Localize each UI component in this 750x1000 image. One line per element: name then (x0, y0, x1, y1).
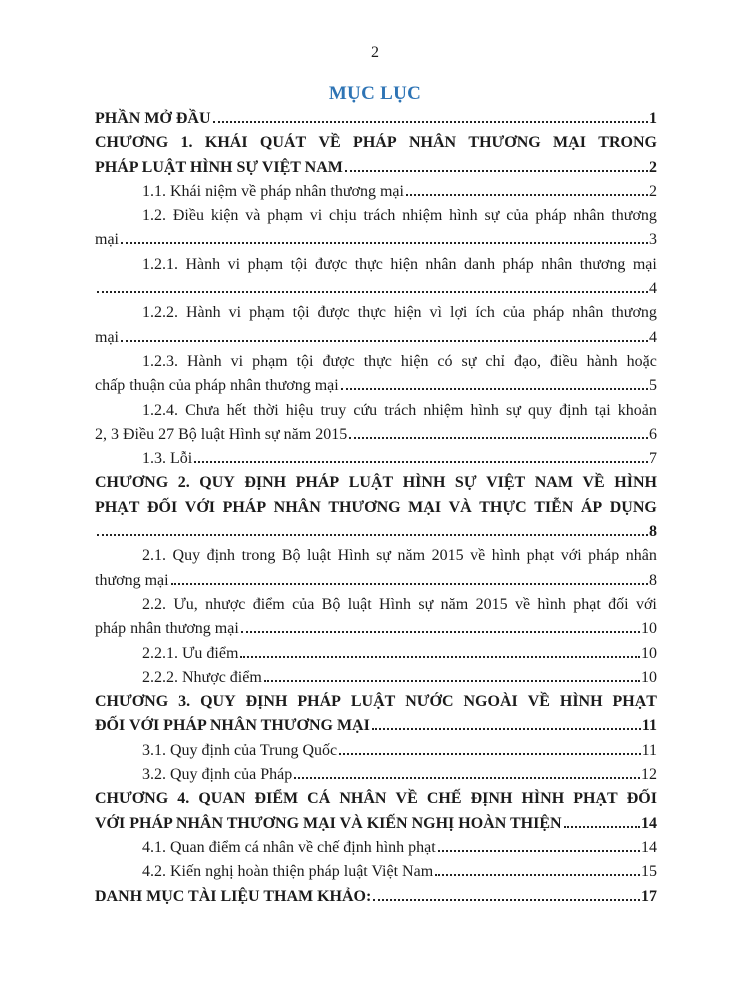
toc-line (95, 885, 657, 909)
toc-word: Hành (185, 255, 221, 273)
dot-leader (341, 388, 648, 390)
toc-line (95, 326, 657, 350)
dot-leader (264, 680, 640, 682)
dot-leader (339, 753, 640, 755)
toc-word: nhân (541, 255, 573, 273)
toc-entry-text: pháp nhân thương mại (95, 620, 239, 638)
toc-word: và (245, 207, 261, 225)
toc-word: MẠI (408, 498, 442, 516)
toc-word: hiện (390, 255, 418, 273)
toc-word: hình (537, 595, 566, 613)
toc-word: 2015 (475, 595, 508, 613)
toc-word: tội (290, 255, 308, 273)
toc-word: PHẠT (612, 693, 657, 711)
toc-entry-text: 1.3. Lỗi (142, 450, 193, 468)
toc-word: ÁP (580, 498, 603, 516)
toc-word: quy (528, 401, 553, 419)
toc-word: KHÁI (204, 134, 248, 152)
toc-page-number: 14 (641, 814, 657, 832)
toc-line (95, 690, 657, 714)
toc-word: LUẬT (348, 474, 394, 492)
toc-line (95, 520, 657, 544)
toc-word: đối (608, 595, 629, 613)
toc-word: nhược (205, 595, 246, 613)
dot-leader (97, 291, 648, 293)
toc-entry-text: 1.1. Khái niệm về pháp nhân thương mại (142, 182, 404, 200)
toc-page-number: 8 (649, 571, 657, 589)
toc-word: CHƯƠNG (95, 693, 169, 711)
toc-word: trách (384, 401, 417, 419)
toc-word: điểm (252, 595, 285, 613)
toc-word: VỀ (527, 693, 550, 711)
toc-word: của (292, 595, 315, 613)
toc-word: PHÁP (295, 474, 340, 492)
toc-word: TIỄN (534, 498, 574, 516)
toc-word: TRONG (598, 134, 657, 152)
toc-word: vi (228, 304, 242, 322)
toc-word: vi (230, 352, 244, 370)
toc-word: QUÁT (259, 134, 307, 152)
toc-word: LUẬT (350, 693, 396, 711)
toc-line (95, 714, 657, 738)
dot-leader (406, 194, 648, 196)
toc-word: 1.2. (142, 207, 166, 225)
toc-word: Bộ (281, 547, 301, 565)
toc-page-number: 10 (641, 644, 657, 662)
toc-word: thương (579, 255, 626, 273)
toc-line (95, 471, 657, 495)
toc-word: PHẠT (573, 790, 618, 808)
toc-word: thương (611, 207, 657, 225)
toc-word: NHÂN (339, 790, 387, 808)
toc-page-number: 12 (641, 766, 657, 784)
toc-word: PHẠT (95, 498, 140, 516)
toc-line (95, 739, 657, 763)
toc-word: pháp (533, 304, 565, 322)
toc-word: nhiệm (402, 207, 443, 225)
toc-word: NHÂN (408, 134, 457, 152)
toc-line (95, 836, 657, 860)
page-number: 2 (371, 44, 379, 61)
toc-word: PHÁP (297, 693, 341, 711)
toc-word: VỀ (582, 474, 605, 492)
toc-word: 1.2.3. (142, 352, 178, 370)
toc-word: khoản (617, 401, 657, 419)
toc-word: sự (418, 595, 434, 613)
toc-line (95, 496, 657, 520)
toc-word: nhân (572, 304, 604, 322)
toc-word: hết (226, 401, 247, 419)
toc-page-number: 4 (649, 328, 657, 346)
dot-leader (194, 461, 648, 463)
toc-entry-text: 2.2.1. Ưu điểm (142, 644, 239, 662)
toc-word: chịu (329, 207, 357, 225)
toc-word: phạm (267, 207, 303, 225)
toc-word: được (314, 255, 348, 273)
toc-page-number: 14 (641, 838, 657, 856)
toc-word: định (206, 547, 236, 565)
toc-word: CÁ (307, 790, 331, 808)
toc-entry-text: 4.1. Quan điểm cá nhân về chế định hình phạt (142, 838, 436, 856)
toc-word: phạt (526, 547, 555, 565)
toc-entry-text: PHÁP LUẬT HÌNH SỰ VIỆT NAM (95, 158, 343, 176)
toc-word: sự (506, 401, 521, 419)
toc-word: 1.2.2. (142, 304, 178, 322)
toc-word: vi (309, 207, 323, 225)
dot-leader (373, 899, 640, 901)
toc-word: 3. (178, 693, 191, 711)
toc-page-number: 17 (641, 887, 657, 905)
toc-word: HÌNH (614, 474, 657, 492)
toc-word: về (514, 595, 531, 613)
toc-line (95, 447, 657, 471)
toc-word: phạm (247, 255, 284, 273)
dot-leader (240, 656, 640, 658)
toc-word: phạt (573, 595, 601, 613)
toc-word: 1.2.1. (142, 255, 178, 273)
toc-word: ĐỐI (626, 790, 657, 808)
toc-word: vì (429, 304, 442, 322)
toc-word: NƯỚC (405, 693, 454, 711)
toc-word: được (317, 304, 350, 322)
toc-word: ích (475, 304, 495, 322)
toc-word: nhân (573, 207, 605, 225)
toc-line (95, 253, 657, 277)
toc-word: tội (296, 352, 314, 370)
toc-word: Ưu, (173, 595, 198, 613)
dot-leader (349, 437, 648, 439)
toc-line (95, 350, 657, 374)
toc-word: ĐIỂM (254, 790, 299, 808)
toc-line (95, 593, 657, 617)
toc-word: 2. (177, 474, 190, 492)
toc-entry-text: VỚI PHÁP NHÂN THƯƠNG MẠI VÀ KIẾN NGHỊ HOÀN THIỆN (95, 814, 562, 832)
toc-line (95, 156, 657, 180)
toc-page-number: 7 (649, 450, 657, 468)
toc-word: danh (464, 255, 496, 273)
toc-line (95, 617, 657, 641)
toc-page-number: 15 (641, 863, 657, 881)
toc-word: HÌNH (402, 474, 446, 492)
toc-word: trách (363, 207, 396, 225)
toc-word: PHÁP (353, 134, 397, 152)
toc-word: lợi (450, 304, 468, 322)
toc-word: năm (440, 595, 469, 613)
toc-entry-text: 2.2.2. Nhược điểm (142, 668, 262, 686)
toc-word: VỚI (184, 498, 216, 516)
dot-leader (345, 170, 648, 172)
dot-leader (241, 631, 640, 633)
toc-word: sự (376, 547, 391, 565)
toc-word: THƯƠNG (328, 498, 401, 516)
toc-page-number: 10 (641, 668, 657, 686)
toc-word: được (322, 352, 355, 370)
toc-page-number: 6 (649, 425, 657, 443)
toc-word: hình (449, 207, 478, 225)
toc-entry-text: 3.2. Quy định của Pháp (142, 766, 293, 784)
toc-word: QUY (200, 693, 236, 711)
toc-word: đạo, (513, 352, 542, 370)
dot-leader (121, 242, 648, 244)
toc-word: HÌNH (521, 790, 565, 808)
toc-word: 2.2. (142, 595, 166, 613)
toc-entry-text: DANH MỤC TÀI LIỆU THAM KHẢO: (95, 887, 372, 905)
toc-line (95, 131, 657, 155)
toc-line (95, 228, 657, 252)
toc-word: CHẾ (426, 790, 462, 808)
toc-page-number: 4 (649, 280, 657, 298)
toc-page-number: 11 (641, 741, 657, 759)
toc-line (95, 180, 657, 204)
toc-word: 1. (180, 134, 193, 152)
dot-leader (97, 534, 648, 536)
toc-line (95, 301, 657, 325)
toc-word: Hành (186, 304, 221, 322)
toc-line (95, 544, 657, 568)
toc-word: hình (491, 547, 521, 565)
toc-word: VỀ (318, 134, 341, 152)
toc-word: SỰ (454, 474, 477, 492)
toc-word: trong (241, 547, 276, 565)
toc-entry-text: ĐỐI VỚI PHÁP NHÂN THƯƠNG MẠI (95, 717, 370, 735)
toc-line (95, 787, 657, 811)
toc-word: hiện (394, 304, 422, 322)
toc-word: pháp (535, 207, 567, 225)
toc-line (95, 569, 657, 593)
toc-line (95, 204, 657, 228)
dot-leader (213, 121, 648, 123)
toc-line (95, 374, 657, 398)
toc-word: hình (470, 401, 499, 419)
dot-leader (435, 874, 640, 876)
toc-word: hiệu (285, 401, 314, 419)
dot-leader (121, 340, 648, 342)
toc-word: hành (586, 352, 618, 370)
toc-page-number: 3 (649, 231, 657, 249)
toc-word: CHƯƠNG (95, 790, 169, 808)
toc-page-number: 2 (649, 182, 657, 200)
toc-word: QUY (199, 474, 235, 492)
toc-word: pháp (502, 255, 534, 273)
toc-page-number: 10 (641, 620, 657, 638)
toc-line (95, 812, 657, 836)
toc-word: truy (320, 401, 347, 419)
toc-word: năm (397, 547, 426, 565)
toc-word: thương (611, 304, 657, 322)
toc-word: với (560, 547, 582, 565)
toc-word: NGOÀI (463, 693, 518, 711)
toc-word: pháp (588, 547, 620, 565)
dot-leader (372, 728, 641, 730)
dot-leader (294, 777, 640, 779)
toc-word: phạm (249, 304, 285, 322)
toc-word: điều (550, 352, 578, 370)
toc-word: HÌNH (559, 693, 603, 711)
toc-word: có (437, 352, 453, 370)
toc-word: của (506, 207, 529, 225)
toc-word: VIỆT (486, 474, 526, 492)
dot-leader (564, 826, 640, 828)
toc-word: Hình (379, 595, 412, 613)
dot-leader (438, 850, 640, 852)
toc-word: tại (594, 401, 611, 419)
toc-line (95, 860, 657, 884)
toc-word: VÀ (448, 498, 472, 516)
toc-word: Quy (172, 547, 201, 565)
toc-word: phạm (252, 352, 288, 370)
toc-line (95, 399, 657, 423)
toc-line (95, 642, 657, 666)
toc-line (95, 666, 657, 690)
toc-word: thực (363, 352, 392, 370)
toc-word: DỤNG (609, 498, 657, 516)
toc-word: MẠI (553, 134, 586, 152)
toc-word: ĐỊNH (470, 790, 513, 808)
toc-page-number: 2 (649, 158, 657, 176)
toc-entry-text: mại (95, 328, 119, 346)
toc-word: sự (461, 352, 477, 370)
toc-word: QUAN (198, 790, 246, 808)
toc-line (95, 277, 657, 301)
toc-word: kiện (210, 207, 239, 225)
toc-page-number: 11 (641, 717, 657, 735)
toc-word: thời (253, 401, 279, 419)
toc-word: vi (227, 255, 241, 273)
toc-line (95, 763, 657, 787)
toc-word: sự (484, 207, 500, 225)
toc-word: PHÁP (222, 498, 267, 516)
toc-word: 2015 (431, 547, 464, 565)
toc-word: VỀ (395, 790, 418, 808)
toc-word: nhân (625, 547, 657, 565)
toc-word: ĐỊNH (245, 693, 288, 711)
toc-word: luật (307, 547, 332, 565)
toc-word: CHƯƠNG (95, 134, 169, 152)
toc-word: Chưa (185, 401, 220, 419)
toc-word: với (635, 595, 657, 613)
toc-word: nhân (425, 255, 457, 273)
toc-title: MỤC LỤC (328, 83, 422, 104)
toc-word: ĐỐI (147, 498, 178, 516)
toc-word: thực (357, 304, 386, 322)
toc-line (95, 107, 657, 131)
toc-word: 1.2.4. (142, 401, 178, 419)
toc-word: chỉ (485, 352, 505, 370)
toc-word: luật (347, 595, 372, 613)
toc-word: Điều (172, 207, 204, 225)
toc-word: hiện (400, 352, 429, 370)
toc-page-number: 5 (649, 377, 657, 395)
toc-word: mại (632, 255, 657, 273)
toc-word: THỰC (479, 498, 527, 516)
toc-word: của (502, 304, 526, 322)
toc-word: cứu (353, 401, 378, 419)
toc-word: THƯƠNG (468, 134, 541, 152)
toc-word: 4. (177, 790, 190, 808)
toc-entry-text: chấp thuận của pháp nhân thương mại (95, 377, 339, 395)
toc-entry-text: mại (95, 231, 119, 249)
toc-word: tội (292, 304, 310, 322)
dot-leader (171, 583, 648, 585)
toc-word: CHƯƠNG (95, 474, 169, 492)
toc-word: hoặc (626, 352, 657, 370)
toc-list (0, 107, 750, 909)
toc-word: Hành (186, 352, 222, 370)
toc-entry-text: 2, 3 Điều 27 Bộ luật Hình sự năm 2015 (95, 425, 348, 443)
toc-entry-text: 4.2. Kiến nghị hoàn thiện pháp luật Việt Nam (142, 863, 434, 881)
toc-page-number: 1 (649, 110, 657, 127)
toc-word: thực (354, 255, 383, 273)
toc-page-number: 8 (649, 523, 657, 541)
toc-word: Bộ (321, 595, 341, 613)
toc-word: Hình (337, 547, 370, 565)
toc-word: nhiệm (423, 401, 464, 419)
toc-line (95, 423, 657, 447)
toc-entry-text: 3.1. Quy định của Trung Quốc (142, 741, 338, 759)
toc-entry-text: thương mại (95, 571, 169, 589)
toc-word: về (470, 547, 486, 565)
toc-word: ĐỊNH (244, 474, 287, 492)
toc-word: định (559, 401, 588, 419)
toc-word: 2.1. (142, 547, 166, 565)
toc-word: NAM (534, 474, 573, 492)
toc-word: NHÂN (273, 498, 321, 516)
toc-entry-text: PHẦN MỞ ĐẦU (95, 110, 211, 127)
